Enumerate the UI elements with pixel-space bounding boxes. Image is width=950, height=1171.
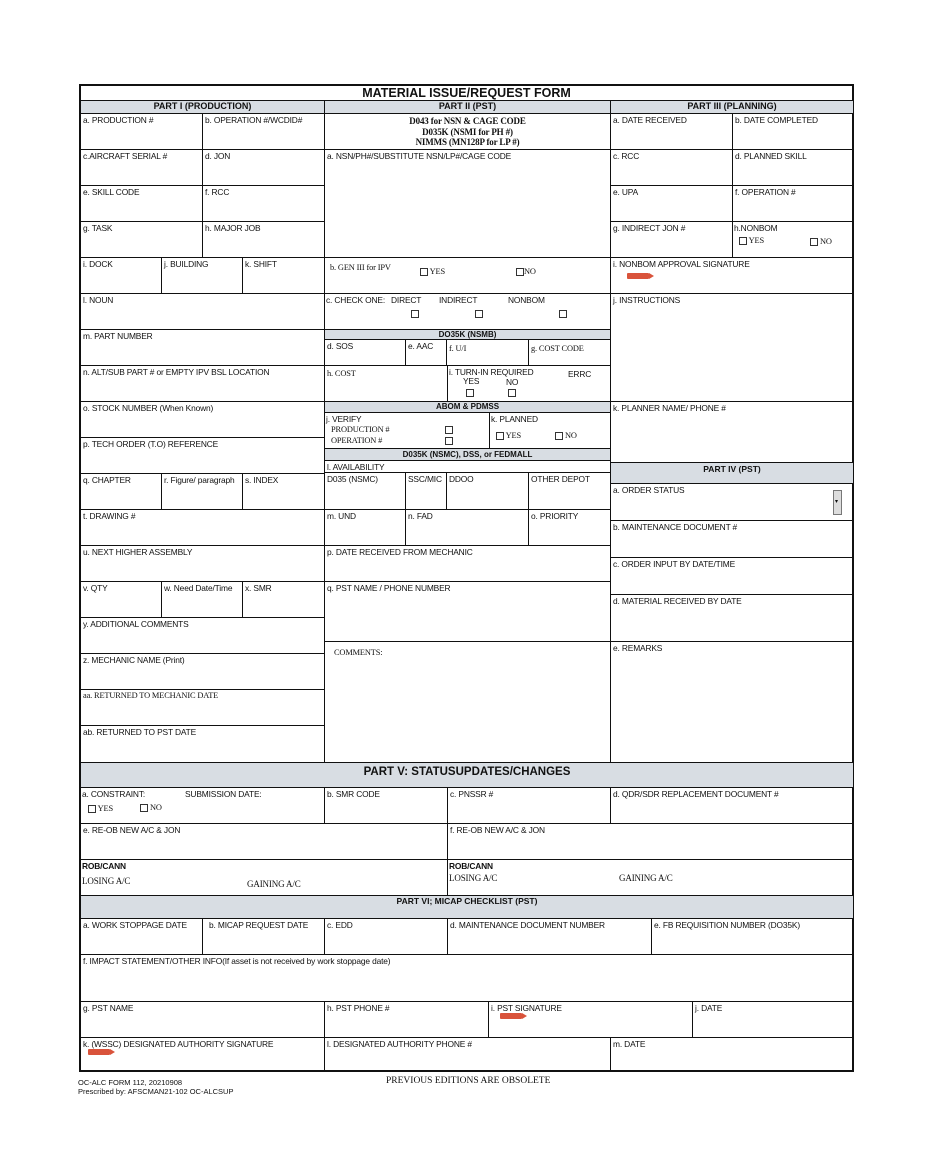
field-label: j. INSTRUCTIONS — [613, 295, 681, 305]
direct-label: DIRECT — [391, 295, 422, 305]
date-completed-field[interactable] — [732, 113, 854, 150]
field-label: a. ORDER STATUS — [613, 485, 685, 495]
d035-nsmc-field[interactable] — [324, 472, 406, 510]
pst-name-phone-field[interactable] — [324, 581, 611, 642]
aircraft-serial-field[interactable] — [80, 149, 203, 186]
order-status-dropdown[interactable] — [833, 490, 842, 515]
rob-cann-field-1[interactable] — [80, 859, 448, 896]
fb-requisition-number-field[interactable] — [651, 918, 854, 955]
field-label: b. GEN III for IPV — [330, 263, 391, 272]
verify-operation-checkbox[interactable] — [445, 437, 453, 445]
field-label: c. PNSSR # — [450, 789, 494, 799]
form-number: OC-ALC FORM 112, 20210908 — [78, 1078, 183, 1087]
field-label: d. MAINTENANCE DOCUMENT NUMBER — [450, 920, 605, 930]
designated-authority-phone-field[interactable] — [324, 1037, 611, 1072]
yes-checkbox[interactable] — [88, 805, 96, 813]
mechanic-name-field[interactable] — [80, 653, 325, 690]
nsn-cage-code-field[interactable] — [324, 149, 611, 258]
field-label: m. PART NUMBER — [83, 331, 153, 341]
field-label: i. TURN-IN REQUIRED — [449, 367, 534, 377]
index-field[interactable] — [242, 473, 325, 510]
tech-order-field[interactable] — [80, 437, 325, 474]
impact-statement-field[interactable] — [80, 954, 854, 1002]
field-label: h. COST — [327, 369, 356, 378]
drawing-number-field[interactable] — [80, 509, 325, 546]
major-job-field[interactable] — [202, 221, 325, 258]
prescribed-by: Prescribed by: AFSCMAN21-102 OC-ALCSUP — [78, 1087, 234, 1096]
field-label: g. TASK — [83, 223, 113, 233]
nonbom-field — [732, 221, 854, 258]
production-label: PRODUCTION # — [331, 425, 390, 434]
verify-production-checkbox[interactable] — [445, 426, 453, 434]
codes-line: D043 for NSN & CAGE CODE — [409, 116, 526, 126]
field-label: o. PRIORITY — [531, 511, 579, 521]
field-label: a. CONSTRAINT: — [82, 789, 146, 799]
next-higher-assembly-field[interactable] — [80, 545, 325, 582]
material-issue-request-form — [79, 84, 854, 1072]
task-field[interactable] — [80, 221, 203, 258]
field-label: r. Figure/ paragraph — [164, 475, 235, 485]
field-label: o. STOCK NUMBER (When Known) — [83, 403, 214, 413]
gaining-ac-label: GAINING A/C — [619, 873, 673, 883]
gen3-no-option[interactable] — [516, 267, 536, 277]
alt-sub-part-field[interactable] — [80, 365, 325, 402]
field-label: a. DATE RECEIVED — [613, 115, 687, 125]
field-label: f. RCC — [205, 187, 230, 197]
material-received-date-field[interactable] — [610, 594, 854, 642]
field-label: b. MAINTENANCE DOCUMENT # — [613, 522, 738, 532]
sos-field[interactable] — [324, 339, 406, 366]
date-received-field[interactable] — [610, 113, 733, 150]
d035k-nsmb-header: DO35K (NSMB) — [324, 329, 611, 340]
instructions-field[interactable] — [610, 293, 854, 402]
field-label: g. PST NAME — [83, 1003, 134, 1013]
signature-flag-icon[interactable] — [627, 273, 649, 279]
jon-field[interactable] — [202, 149, 325, 186]
planned-skill-field[interactable] — [732, 149, 854, 186]
chevron-down-icon: ▾ — [835, 499, 838, 505]
planning-rcc-field[interactable] — [610, 149, 733, 186]
field-label: b. SMR CODE — [327, 789, 380, 799]
figure-paragraph-field[interactable] — [161, 473, 243, 510]
field-label: h. PST PHONE # — [327, 1003, 390, 1013]
field-label: aa. RETURNED TO MECHANIC DATE — [83, 691, 219, 700]
direct-checkbox[interactable] — [411, 310, 419, 318]
field-label: DDOO — [449, 474, 474, 484]
yes-label: YES — [463, 376, 480, 386]
order-status-field[interactable] — [610, 483, 854, 521]
pst-date-field[interactable] — [692, 1001, 854, 1038]
planned-field — [489, 412, 611, 449]
field-label: k. PLANNER NAME/ PHONE # — [613, 403, 726, 413]
field-label: e. REMARKS — [613, 643, 663, 653]
pst-signature-field[interactable] — [488, 1001, 693, 1038]
field-label: e. SKILL CODE — [83, 187, 140, 197]
losing-ac-label: LOSING A/C — [449, 873, 498, 883]
field-label: j. BUILDING — [164, 259, 209, 269]
field-label: e. UPA — [613, 187, 639, 197]
field-label: e. RE-OB NEW A/C & JON — [83, 825, 181, 835]
qdr-sdr-replacement-field[interactable] — [610, 787, 854, 824]
field-label: b. MICAP REQUEST DATE — [209, 920, 309, 930]
field-label: b. OPERATION #/WCDID# — [205, 115, 303, 125]
stock-number-field[interactable] — [80, 401, 325, 438]
field-label: d. MATERIAL RECEIVED BY DATE — [613, 596, 742, 606]
upa-field[interactable] — [610, 185, 733, 222]
nonbom-checkbox[interactable] — [559, 310, 567, 318]
no-checkbox[interactable] — [140, 804, 148, 812]
field-label: SSC/MIC — [408, 474, 442, 484]
remarks-field[interactable] — [610, 641, 854, 763]
skill-code-field[interactable] — [80, 185, 203, 222]
field-label: z. MECHANIC NAME (Print) — [83, 655, 185, 665]
field-label: j. VERIFY — [326, 414, 362, 424]
nonbom-label: NONBOM — [508, 295, 545, 305]
field-label: c. EDD — [327, 920, 353, 930]
edd-field[interactable] — [324, 918, 448, 955]
cost-field[interactable] — [324, 365, 448, 402]
building-field[interactable] — [161, 257, 243, 294]
nonbom-yes-option[interactable] — [739, 236, 764, 246]
field-label: p. TECH ORDER (T.O) REFERENCE — [83, 439, 219, 449]
field-label: k. (WSSC) DESIGNATED AUTHORITY SIGNATURE — [83, 1039, 274, 1049]
field-label: e. AAC — [408, 341, 434, 351]
constraint-no-option[interactable] — [140, 803, 162, 813]
indirect-jon-field[interactable] — [610, 221, 733, 258]
field-label: f. OPERATION # — [735, 187, 796, 197]
codes-line: NIMMS (MN128P for LP #) — [415, 137, 520, 147]
micap-request-date-field[interactable] — [202, 918, 325, 955]
field-label: n. FAD — [408, 511, 433, 521]
field-label: g. INDIRECT JON # — [613, 223, 686, 233]
noun-field[interactable] — [80, 293, 325, 330]
operation-wcdid-field[interactable] — [202, 113, 325, 150]
pnssr-field[interactable] — [447, 787, 611, 824]
part-number-field[interactable] — [80, 329, 325, 366]
field-label: l. NOUN — [83, 295, 114, 305]
option-label: YES — [429, 267, 446, 276]
field-label: c. ORDER INPUT BY DATE/TIME — [613, 559, 736, 569]
comments-field[interactable] — [324, 641, 611, 763]
form-title: MATERIAL ISSUE/REQUEST FORM — [362, 86, 571, 100]
field-label: e. FB REQUISITION NUMBER (DO35K) — [654, 920, 800, 930]
cost-code-field[interactable] — [528, 339, 611, 366]
option-label: NO — [524, 267, 536, 276]
field-label: COMMENTS: — [334, 648, 383, 657]
verify-field — [324, 412, 490, 449]
field-label: y. ADDITIONAL COMMENTS — [83, 619, 189, 629]
part2-header: PART II (PST) — [324, 100, 611, 114]
field-label: m. DATE — [613, 1039, 646, 1049]
constraint-field — [80, 787, 325, 824]
field-label: v. QTY — [83, 583, 108, 593]
signature-flag-icon[interactable] — [500, 1013, 522, 1019]
field-label: a. NSN/PH#/SUBSTITUTE NSN/LP#/CAGE CODE — [327, 151, 512, 161]
pst-phone-field[interactable] — [324, 1001, 489, 1038]
planned-no-option[interactable] — [555, 431, 577, 441]
rob-cann-field-2[interactable] — [447, 859, 854, 896]
planner-name-phone-field[interactable] — [610, 401, 854, 463]
nonbom-approval-signature-field[interactable] — [610, 257, 854, 294]
field-label: i. DOCK — [83, 259, 113, 269]
lookup-codes-info — [324, 113, 611, 150]
field-label: k. SHIFT — [245, 259, 277, 269]
designated-authority-signature-field[interactable] — [80, 1037, 325, 1072]
field-label: k. PLANNED — [491, 414, 538, 424]
field-label: i. NONBOM APPROVAL SIGNATURE — [613, 259, 750, 269]
option-label: YES — [97, 804, 114, 813]
need-date-time-field[interactable] — [161, 581, 243, 618]
gaining-ac-label: GAINING A/C — [247, 879, 301, 889]
field-label: l. AVAILABILITY — [327, 462, 385, 472]
field-label: b. DATE COMPLETED — [735, 115, 818, 125]
signature-flag-icon[interactable] — [88, 1049, 110, 1055]
option-label: NO — [819, 237, 832, 246]
indirect-checkbox[interactable] — [475, 310, 483, 318]
no-checkbox[interactable] — [555, 432, 563, 440]
yes-checkbox[interactable] — [420, 268, 428, 276]
field-label: u. NEXT HIGHER ASSEMBLY — [83, 547, 193, 557]
part3-header: PART III (PLANNING) — [610, 100, 854, 114]
turn-in-required-field — [447, 365, 611, 402]
errc-label: ERRC — [568, 369, 592, 379]
priority-field[interactable] — [528, 509, 611, 546]
option-label: NO — [564, 431, 577, 440]
maintenance-document-field[interactable] — [610, 520, 854, 558]
field-label: f. RE-OB NEW A/C & JON — [450, 825, 545, 835]
field-label: n. ALT/SUB PART # or EMPTY IPV BSL LOCATION — [83, 367, 270, 377]
field-label: h.NONBOM — [734, 223, 778, 233]
chapter-field[interactable] — [80, 473, 162, 510]
nsmc-header: D035K (NSMC), DSS, or FEDMALL — [324, 448, 611, 461]
field-label: d. SOS — [327, 341, 354, 351]
ddoo-field[interactable] — [446, 472, 529, 510]
part4-header: PART IV (PST) — [610, 462, 854, 484]
field-label: a. PRODUCTION # — [83, 115, 154, 125]
field-label: t. DRAWING # — [83, 511, 136, 521]
obsolete-notice: PREVIOUS EDITIONS ARE OBSOLETE — [386, 1076, 551, 1086]
field-label: ab. RETURNED TO PST DATE — [83, 727, 197, 737]
qty-field[interactable] — [80, 581, 162, 618]
operation-label: OPERATION # — [331, 436, 383, 445]
part6-header: PART VI; MICAP CHECKLIST (PST) — [80, 895, 854, 919]
field-label: D035 (NSMC) — [327, 474, 378, 484]
shift-field[interactable] — [242, 257, 325, 294]
field-label: p. DATE RECEIVED FROM MECHANIC — [327, 547, 473, 557]
field-label: f. U/I — [449, 344, 467, 353]
turn-in-yes-checkbox[interactable] — [466, 389, 474, 397]
part5-header: PART V: STATUSUPDATES/CHANGES — [80, 762, 854, 788]
other-depot-field[interactable] — [528, 472, 611, 510]
date-received-from-mechanic-field[interactable] — [324, 545, 611, 582]
abom-pdmss-header: ABOM & PDMSS — [324, 401, 611, 413]
reob-new-ac-jon-field-2[interactable] — [447, 823, 854, 860]
field-label: c. CHECK ONE: — [326, 295, 386, 305]
field-label: q. CHAPTER — [83, 475, 131, 485]
field-label: c. RCC — [613, 151, 640, 161]
field-label: g. COST CODE — [531, 344, 584, 353]
field-label: w. Need Date/Time — [164, 583, 233, 593]
indirect-label: INDIRECT — [439, 295, 478, 305]
rob-cann-label: ROB/CANN — [449, 861, 493, 871]
field-label: d. JON — [205, 151, 231, 161]
field-label: d. QDR/SDR REPLACEMENT DOCUMENT # — [613, 789, 779, 799]
option-label: YES — [505, 431, 522, 440]
gen3-ipv-field — [324, 257, 611, 294]
smr-field[interactable] — [242, 581, 325, 618]
constraint-yes-option[interactable] — [88, 804, 113, 814]
planning-operation-field[interactable] — [732, 185, 854, 222]
option-label: NO — [149, 803, 162, 812]
ssc-mic-field[interactable] — [405, 472, 447, 510]
field-label: x. SMR — [245, 583, 272, 593]
designated-authority-date-field[interactable] — [610, 1037, 854, 1072]
codes-line: D035K (NSMI for PH #) — [422, 126, 513, 137]
submission-date-label: SUBMISSION DATE: — [185, 789, 262, 799]
field-label: c.AIRCRAFT SERIAL # — [83, 151, 168, 161]
no-checkbox[interactable] — [810, 238, 818, 246]
maintenance-document-number-field[interactable] — [447, 918, 652, 955]
no-label: NO — [506, 377, 519, 387]
field-label: OTHER DEPOT — [531, 474, 590, 484]
rob-cann-label: ROB/CANN — [82, 861, 126, 871]
additional-comments-field[interactable] — [80, 617, 325, 654]
reob-new-ac-jon-field-1[interactable] — [80, 823, 448, 860]
field-label: s. INDEX — [245, 475, 279, 485]
yes-checkbox[interactable] — [496, 432, 504, 440]
option-label: YES — [748, 236, 765, 245]
yes-checkbox[interactable] — [739, 237, 747, 245]
smr-code-field[interactable] — [324, 787, 448, 824]
part1-header: PART I (PRODUCTION) — [80, 100, 325, 114]
returned-to-mechanic-date-field[interactable] — [80, 689, 325, 726]
field-label: m. UND — [327, 511, 356, 521]
ui-field[interactable] — [446, 339, 529, 366]
pst-name-field[interactable] — [80, 1001, 325, 1038]
field-label: h. MAJOR JOB — [205, 223, 261, 233]
planned-yes-option[interactable] — [496, 431, 521, 441]
production-number-field[interactable] — [80, 113, 203, 150]
nonbom-no-option[interactable] — [810, 237, 832, 247]
losing-ac-label: LOSING A/C — [82, 876, 131, 886]
field-label: f. IMPACT STATEMENT/OTHER INFO(If asset is not received by work stoppage date) — [83, 956, 391, 966]
field-label: q. PST NAME / PHONE NUMBER — [327, 583, 451, 593]
und-field[interactable] — [324, 509, 406, 546]
dock-field[interactable] — [80, 257, 162, 294]
field-label: i. PST SIGNATURE — [491, 1003, 562, 1013]
field-label: l. DESIGNATED AUTHORITY PHONE # — [327, 1039, 472, 1049]
aac-field[interactable] — [405, 339, 447, 366]
gen3-yes-option[interactable] — [420, 267, 445, 277]
no-checkbox[interactable] — [516, 268, 524, 276]
rcc-field[interactable] — [202, 185, 325, 222]
field-label: d. PLANNED SKILL — [735, 151, 807, 161]
order-input-date-time-field[interactable] — [610, 557, 854, 595]
field-label: j. DATE — [695, 1003, 723, 1013]
work-stoppage-date-field[interactable] — [80, 918, 203, 955]
check-one-field — [324, 293, 611, 330]
turn-in-no-checkbox[interactable] — [508, 389, 516, 397]
fad-field[interactable] — [405, 509, 529, 546]
field-label: a. WORK STOPPAGE DATE — [83, 920, 187, 930]
returned-to-pst-date-field[interactable] — [80, 725, 325, 763]
